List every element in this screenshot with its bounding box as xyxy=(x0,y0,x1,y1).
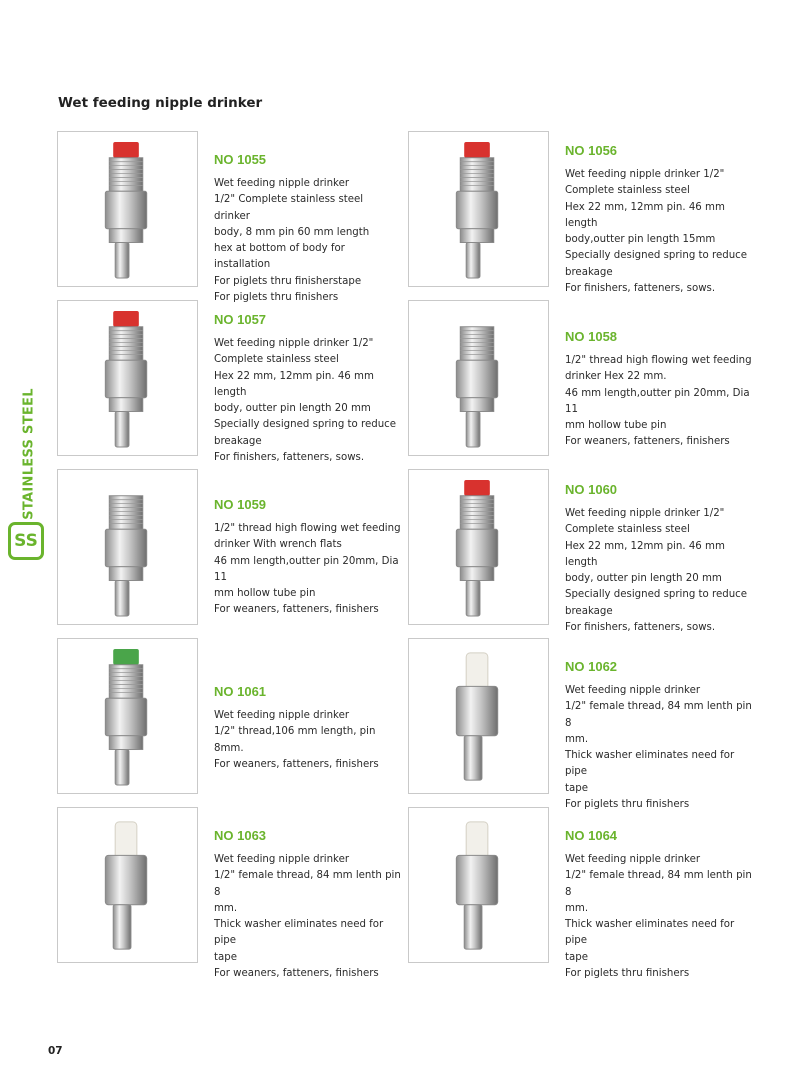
product-description-line: Wet feeding nipple drinker 1/2" xyxy=(565,508,725,519)
product-description-line: Wet feeding nipple drinker xyxy=(565,854,701,865)
product-description-line: breakage xyxy=(214,435,262,447)
product-description-line: tape xyxy=(214,951,237,963)
product-photo xyxy=(408,807,549,963)
product-description-line: Hex 22 mm, 12mm pin. 46 mm length xyxy=(565,201,725,229)
product-photo xyxy=(57,638,198,794)
product-description-line: For finishers, fatteners, sows. xyxy=(565,283,716,295)
product-description-line: tape xyxy=(565,951,588,963)
product-description-line: Wet feeding nipple drinker 1/2" xyxy=(565,169,725,180)
product-description-line: body, outter pin length 20 mm xyxy=(214,403,371,415)
product-description-line: mm hollow tube pin xyxy=(214,588,316,600)
page-number: 07 xyxy=(48,1045,63,1057)
product-description-line: Wet feeding nipple drinker xyxy=(565,685,701,696)
product-code: NO 1064 xyxy=(565,828,618,843)
product-description-line: body, 8 mm pin 60 mm length xyxy=(214,226,370,238)
product-info xyxy=(214,828,402,982)
product-code: NO 1061 xyxy=(214,684,267,699)
product-description-line: Wet feeding nipple drinker xyxy=(214,854,350,865)
product-code: NO 1059 xyxy=(214,497,267,512)
product-info xyxy=(214,684,402,773)
product-description-line: Specially designed spring to reduce xyxy=(214,419,397,431)
product-info xyxy=(214,152,402,306)
product-code: NO 1060 xyxy=(565,482,618,497)
product-description-line: Wet feeding nipple drinker xyxy=(214,178,350,189)
product-photo xyxy=(408,469,549,625)
product-photo xyxy=(57,469,198,625)
product-description-line: Wet feeding nipple drinker xyxy=(214,710,350,721)
product-description-line: Specially designed spring to reduce xyxy=(565,250,748,262)
product-description-line: Hex 22 mm, 12mm pin. 46 mm length xyxy=(214,370,374,398)
product-description-line: Thick washer eliminates need for pipe xyxy=(565,919,735,947)
product-description-line: 46 mm length,outter pin 20mm, Dia 11 xyxy=(214,555,399,583)
product-description-line: breakage xyxy=(565,266,613,278)
product-description-line: 1/2" female thread, 84 mm lenth pin 8 xyxy=(214,870,401,898)
product-description-line: Complete stainless steel xyxy=(565,185,690,197)
product-info xyxy=(565,329,753,451)
product-code: NO 1058 xyxy=(565,329,618,344)
page-title: Wet feeding nipple drinker xyxy=(58,95,263,111)
product-photo xyxy=(408,300,549,456)
product-description-line: 1/2" female thread, 84 mm lenth pin 8 xyxy=(565,870,752,898)
product-description-line: For weaners, fatteners, finishers xyxy=(214,758,379,770)
product-description-line: body,outter pin length 15mm xyxy=(565,234,716,246)
product-info xyxy=(565,482,753,636)
product-description-line: For finishers, fatteners, sows. xyxy=(565,622,716,634)
product-code: NO 1056 xyxy=(565,143,618,158)
product-description-line: hex at bottom of body for installation xyxy=(214,243,345,271)
product-info xyxy=(565,143,753,297)
product-description-line: tape xyxy=(565,782,588,794)
product-description-line: mm. xyxy=(565,733,589,745)
product-description-line: 1/2" thread high flowing wet feeding xyxy=(565,355,752,366)
product-description-line: Thick washer eliminates need for pipe xyxy=(565,750,735,778)
product-description-line: mm. xyxy=(565,902,589,914)
product-description-line: 1/2" thread high flowing wet feeding xyxy=(214,523,401,534)
product-description-line: mm. xyxy=(214,902,238,914)
product-info xyxy=(214,497,402,619)
product-description-line: For weaners, fatteners, finishers xyxy=(214,968,379,980)
product-description-line: For weaners, fatteners, finishers xyxy=(214,604,379,616)
product-code: NO 1063 xyxy=(214,828,267,843)
product-description-line: For piglets thru finishers xyxy=(214,292,339,304)
product-description-line: body, outter pin length 20 mm xyxy=(565,573,722,585)
product-description-line: Complete stainless steel xyxy=(214,354,339,366)
product-info xyxy=(565,659,753,813)
product-description-line: drinker With wrench flats xyxy=(214,539,342,551)
product-description-line: 46 mm length,outter pin 20mm, Dia 11 xyxy=(565,387,750,415)
product-description-line: drinker Hex 22 mm. xyxy=(565,371,667,383)
product-code: NO 1055 xyxy=(214,152,267,167)
product-description-line: For finishers, fatteners, sows. xyxy=(214,452,365,464)
product-description-line: 1/2" Complete stainless steel drinker xyxy=(214,194,364,222)
product-photo xyxy=(57,300,198,456)
product-photo xyxy=(408,131,549,287)
product-description-line: Hex 22 mm, 12mm pin. 46 mm length xyxy=(565,540,725,568)
product-info xyxy=(565,828,753,982)
product-description-line: 1/2" female thread, 84 mm lenth pin 8 xyxy=(565,701,752,729)
product-description-line: For weaners, fatteners, finishers xyxy=(565,436,730,448)
product-photo xyxy=(408,638,549,794)
product-description-line: For piglets thru finishers xyxy=(565,968,690,980)
product-description-line: For piglets thru finishers xyxy=(565,799,690,811)
product-code: NO 1062 xyxy=(565,659,618,674)
stainless-steel-badge: SS xyxy=(8,522,44,560)
product-description-line: 1/2" thread,106 mm length, pin 8mm. xyxy=(214,726,376,754)
product-description-line: Wet feeding nipple drinker 1/2" xyxy=(214,338,374,349)
product-photo xyxy=(57,807,198,963)
product-description-line: mm hollow tube pin xyxy=(565,420,667,432)
product-description-line: breakage xyxy=(565,605,613,617)
product-description-line: Complete stainless steel xyxy=(565,524,690,536)
product-description-line: Specially designed spring to reduce xyxy=(565,589,748,601)
side-section-label: STAINLESS STEEL xyxy=(21,388,37,520)
product-code: NO 1057 xyxy=(214,312,267,327)
product-photo xyxy=(57,131,198,287)
product-description-line: Thick washer eliminates need for pipe xyxy=(214,919,384,947)
product-info xyxy=(214,312,402,466)
product-description-line: For piglets thru finisherstape xyxy=(214,275,362,287)
